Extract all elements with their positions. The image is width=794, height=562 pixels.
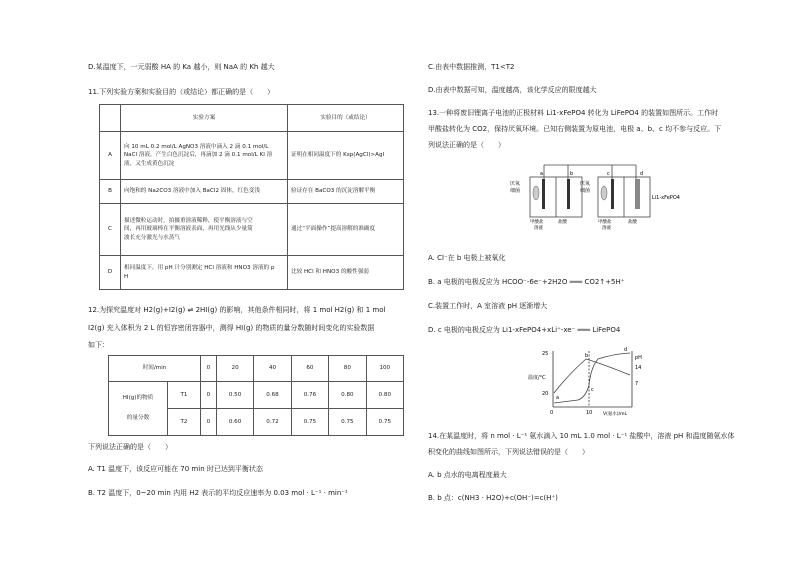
label-b: b (570, 171, 574, 177)
label-d: d (640, 171, 644, 177)
q14-stem-line1: 14.在某温度时，将 n mol · L⁻¹ 氨水滴入 10 mL 1.0 mol · L⁻¹ 盐酸中，溶液 pH 和温度随氨水体 (428, 432, 735, 440)
point-d: d (624, 347, 628, 353)
q12-time: 100 (366, 356, 403, 382)
q11-row-c-plan-line: 波长充分激光与水蒸气 (124, 234, 180, 241)
y-axis-label-right: pH (635, 355, 642, 361)
q14-stem-line2: 积变化的曲线如图所示，下列说法错误的是（ ） (428, 448, 589, 456)
q11-stem: 11.下列实验方案和实验目的（或结论）都正确的是（ ） (88, 88, 275, 96)
q12-time: 0 (201, 356, 217, 382)
q12-t2-value: 0 (201, 409, 217, 436)
q13-stem-line1: 13.一种将废旧锂离子电池的正极材料 Li1-xFePO4 转化为 LiFePO4 的装置如图所示。工作时 (428, 109, 719, 117)
q12-t1-value: 0.50 (216, 382, 253, 409)
label-acid-left: 盐酸 (558, 220, 567, 225)
x-tick-10: 10 (586, 410, 593, 416)
q11-header-goal: 实验目的（或结论） (288, 105, 404, 132)
label-formate-right-2: 溶液 (602, 226, 611, 230)
q11-row-b-plan-line: 向饱和的 Na2CO3 溶液中加入 BaCl2 固体，红色变浅 (124, 188, 260, 195)
q11-row-c-goal: 通过“平面操作”提高溶解的准确度 (288, 204, 404, 256)
ph-temperature-graph (528, 345, 658, 420)
q12-option-b: B. T2 温度下，0~20 min 内用 H2 表示的平均反应速率为 0.03 mol · L⁻¹ · min⁻¹ (88, 489, 348, 497)
q12-time: 60 (291, 356, 328, 382)
q12-t2-value: 0.75 (366, 409, 403, 436)
electrolysis-apparatus-figure (510, 155, 680, 230)
q12-t1-value: 0.80 (329, 382, 366, 409)
q11-header-blank (100, 105, 121, 132)
label-a: a (540, 171, 544, 177)
q11-row-d-option: D (100, 256, 121, 290)
q12-t2-value: 0.72 (254, 409, 291, 436)
q11-row-b-option: B (100, 180, 121, 204)
q12-t1-value: 0.80 (366, 382, 403, 409)
q12-t2-value: 0.60 (216, 409, 253, 436)
q10-option-d: D.某温度下，一元弱酸 HA 的 Ka 越小，则 NaA 的 Kh 越大 (88, 63, 275, 71)
label-bacteria-right-2: 细菌 (580, 188, 591, 194)
y-tick-25: 25 (542, 351, 549, 357)
q11-row-a-plan (121, 132, 288, 180)
q11-row-c-plan-line: 间，再用玻璃棒在平衡溶液表面，再用光线从少量简 (124, 226, 253, 233)
q12-t1-label: T1 (168, 382, 201, 409)
point-b: b (585, 353, 589, 359)
q11-row-b-goal: 验证存在 BaCO3 的沉淀溶解平衡 (288, 180, 404, 204)
label-c: c (607, 171, 610, 177)
y-axis-label: 温度/°C (528, 375, 546, 381)
q11-row-d-plan (121, 256, 288, 290)
q11-row-d-plan-line: 相同温度下，用 pH 计分别测定 HCl 溶液和 HNO3 溶液的 p (124, 264, 275, 271)
q12-row-label-line: 的量分数 (126, 415, 150, 421)
q13-option-d: D. c 电极的电极反应为 Li1-xFePO4+xLi⁺-xe⁻ ═══ LiFePO4 (428, 326, 621, 334)
q12-time-label: 时间/min (109, 356, 201, 382)
label-bacteria-right: 厌氧 (580, 181, 591, 187)
label-cathode-material: Li1-xFePO4 (652, 195, 680, 201)
q14-option-a: A. b 点水的电离程度最大 (428, 471, 507, 479)
q11-row-d-goal: 比较 HCl 和 HNO3 的酸性强弱 (288, 256, 404, 290)
q11-row-c-option: C (100, 204, 121, 256)
y-tick-20: 20 (542, 391, 549, 397)
right-tick-7: 7 (635, 381, 639, 387)
q12-stem-line2: I2(g) 充入体积为 2 L 的恒容密闭容器中，测得 HI(g) 的物质的量分数随时间变化的实验数据 (88, 324, 375, 332)
q11-row-a-plan-line: 液，又生成黄色沉淀 (124, 160, 175, 167)
electrode-d (635, 179, 640, 209)
label-formate-left-2: 溶液 (534, 226, 543, 230)
q12-t2-label: T2 (168, 409, 201, 436)
electrode-b (567, 179, 570, 209)
q12-row-label (109, 382, 168, 436)
x-axis-label: V(氨水)/mL (603, 412, 627, 417)
q13-option-b: B. a 电极的电极反应为 HCOO⁻-6e⁻+2H2O ═══ CO2↑+5H⁺ (428, 278, 625, 286)
q12-table (108, 355, 404, 436)
q11-row-c-plan-line: 描述微粒运动时，拍摄重溶液稀释，使平衡溶液与空 (124, 217, 253, 224)
q14-option-b: B. b 点：c(NH3 · H2O)+c(OH⁻)=c(H⁺) (428, 494, 558, 502)
label-formate-left: 甲酸盐 (530, 220, 544, 225)
q13-option-a: A. Cl⁻在 b 电极上被氧化 (428, 254, 506, 262)
q13-stem-line3: 列说法正确的是（ ） (428, 141, 505, 149)
q12-row-label-line: HI(g)的物质 (122, 394, 154, 401)
q12-time: 20 (216, 356, 253, 382)
point-a: a (556, 395, 560, 401)
q12-option-d: D.由表中数据可知，温度越高，该化学反应的限度越大 (428, 86, 597, 94)
q11-row-c-plan (121, 204, 288, 256)
q11-row-a-plan-line: 向 10 mL 0.2 mol/L AgNO3 溶液中滴入 2 滴 0.1 mol/L (124, 143, 269, 150)
q12-stem-line3: 如下： (88, 341, 109, 349)
q13-stem-line2: 甲酸盐转化为 CO2，保持厌氧环境。已知右侧装置为原电池，电极 a、b、c 均不参与反应。下 (428, 125, 722, 133)
bacteria-right (601, 186, 607, 200)
label-acid-right: 盐酸 (628, 220, 637, 225)
q12-option-a: A. T1 温度下，该反应可能在 70 min 时已达到平衡状态 (88, 465, 263, 473)
label-bacteria-left-2: 细菌 (510, 188, 521, 194)
bacteria-left (533, 186, 539, 200)
electrode-a (542, 179, 545, 209)
point-c: c (591, 387, 594, 393)
q11-row-b-plan (121, 180, 288, 204)
q12-ask: 下列说法正确的是（ ） (88, 443, 172, 451)
x-tick-0: 0 (550, 410, 554, 416)
q12-t1-value: 0.76 (291, 382, 328, 409)
label-formate-right: 甲酸盐 (598, 220, 612, 225)
q12-time: 40 (254, 356, 291, 382)
q12-t2-value: 0.75 (329, 409, 366, 436)
q12-t2-value: 0.75 (291, 409, 328, 436)
q12-time: 80 (329, 356, 366, 382)
q13-option-c: C.装置工作时，A 室溶液 pH 逐渐增大 (428, 302, 548, 310)
right-tick-14: 14 (635, 365, 642, 371)
label-bacteria-left: 厌氧 (510, 181, 521, 187)
q11-row-d-plan-line: H (124, 273, 129, 280)
q11-row-a-option: A (100, 132, 121, 180)
q11-row-a-plan-line: NaCl 溶液，产生白色沉淀后，再滴加 2 滴 0.1 mol/L KI 溶 (124, 152, 273, 159)
q11-header-plan: 实验方案 (121, 105, 288, 132)
q12-stem-line1: 12.为探究温度对 H2(g)+I2(g) ⇌ 2HI(g) 的影响，其他条件相同时，将 1 mol H2(g) 和 1 mol (88, 306, 386, 314)
q12-option-c: C.由表中数据推测，T1<T2 (428, 63, 515, 71)
q12-t1-value: 0.68 (254, 382, 291, 409)
q11-table (99, 104, 404, 290)
q11-row-a-goal: 证明在相同温度下的 Ksp(AgCl)>AgI (288, 132, 404, 180)
electrode-c (611, 179, 614, 209)
q12-t1-value: 0 (201, 382, 217, 409)
